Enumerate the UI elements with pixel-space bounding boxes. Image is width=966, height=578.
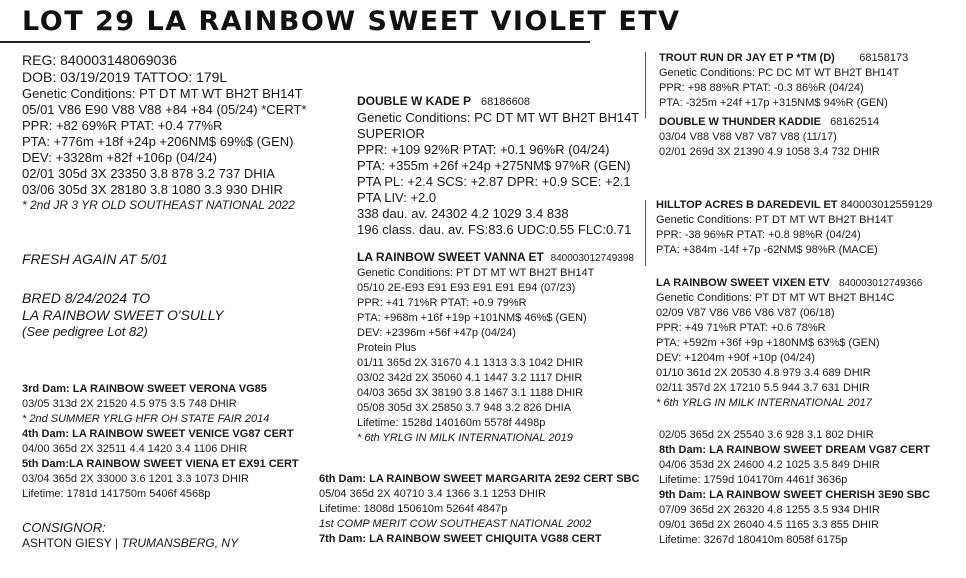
bred-sire: LA RAINBOW SWEET O'SULLY	[22, 307, 224, 323]
dams-dam	[656, 276, 922, 411]
sire-id: 68186608	[481, 96, 530, 108]
genetic-conditions: Genetic Conditions: PT DT MT WT BH2T BH14T	[22, 86, 303, 101]
sire-daughters: 338 dau. av. 24302 4.2 1029 3.4 838	[357, 206, 569, 221]
sires-sire-ppr: PPR: +98 88%R PTAT: -0.3 86%R (04/24)	[659, 82, 864, 94]
dams-sire-name: HILLTOP ACRES B DAREDEVIL ET	[656, 199, 838, 211]
consignor-label: CONSIGNOR:	[22, 520, 106, 535]
sire-genetic: Genetic Conditions: PC DT MT WT BH2T BH14T	[357, 110, 640, 125]
dev: DEV: +3328m +82f +106p (04/24)	[22, 150, 218, 165]
dam-record-4: 05/08 305d 3X 25850 3.7 948 3.2 826 DHIA	[357, 402, 572, 414]
dams-3-5	[22, 382, 299, 502]
dams-sire-line	[656, 198, 932, 213]
dam-8-record: 04/06 353d 2X 24600 4.2 1025 3.5 849 DHIR	[659, 459, 880, 471]
dam-award: * 6th YRLG IN MILK INTERNATIONAL 2019	[357, 432, 573, 444]
sires-dam-name: DOUBLE W THUNDER KADDIE	[659, 116, 821, 128]
consignor	[22, 520, 238, 551]
bred-date: BRED 8/24/2024 TO	[22, 290, 151, 306]
sires-sire-genetic: Genetic Conditions: PC DC MT WT BH2T BH14T	[659, 67, 900, 79]
dam-info	[357, 250, 634, 446]
dams-dam-record-1: 01/10 361d 2X 20530 4.8 979 3.4 689 DHIR	[656, 367, 871, 379]
sire-pta-pl: PTA PL: +2.4 SCS: +2.87 DPR: +0.9 SCE: +2.1	[357, 174, 631, 189]
dams-dam-award: * 6th YRLG IN MILK INTERNATIONAL 2017	[656, 397, 872, 409]
dam-6-lifetime: Lifetime: 1808d 150610m 5264f 4847p	[319, 503, 508, 515]
dams-dam-genetic: Genetic Conditions: PT DT MT WT BH2T BH14C	[656, 292, 895, 304]
dam-6-name: 6th Dam: LA RAINBOW SWEET MARGARITA 2E92 CERT SBC	[319, 473, 640, 485]
dam-protein-plus: Protein Plus	[357, 342, 417, 354]
dam-record-1: 01/11 365d 2X 31670 4.1 1313 3.3 1042 DHIR	[357, 357, 584, 369]
dam-5-record: 03/04 365d 2X 33000 3.6 1201 3.3 1073 DHIR	[22, 473, 249, 485]
dam-9-record-1: 07/09 365d 2X 26320 4.8 1255 3.5 934 DHIR	[659, 504, 880, 516]
dam-record-2: 03/02 342d 2X 35060 4.1 1447 3.2 1117 DHIR	[357, 372, 583, 384]
dams-dam-record-3: 02/05 365d 2X 25540 3.6 928 3.1 802 DHIR	[659, 429, 874, 441]
sire-ppr: PPR: +109 92%R PTAT: +0.1 96%R (04/24)	[357, 142, 610, 157]
dam-record-3: 04/03 365d 3X 38190 3.8 1467 3.1 1188 DHIR	[357, 387, 584, 399]
dam-9-record-2: 09/01 365d 2X 26040 4.5 1165 3.3 855 DHIR	[659, 519, 879, 531]
pedigree-reference: (See pedigree Lot 82)	[22, 324, 148, 339]
award: * 2nd JR 3 YR OLD SOUTHEAST NATIONAL 2022	[22, 198, 295, 212]
sire-info	[357, 94, 639, 238]
sires-sire-pta: PTA: -325m +24f +17p +315NM$ 94%R (GEN)	[659, 97, 888, 109]
consignor-location: TRUMANSBERG, NY	[121, 536, 239, 550]
main-animal-info	[22, 52, 307, 213]
dam-id: 840003012749398	[550, 253, 634, 264]
sire-pta: PTA: +355m +26f +24p +275NM$ 97%R (GEN)	[357, 158, 631, 173]
dob-tattoo: DOB: 03/19/2019 TATTOO: 179L	[22, 69, 228, 85]
dams-dam-dev: DEV: +1204m +90f +10p (04/24)	[656, 352, 815, 364]
dam-5-lifetime: Lifetime: 1781d 141750m 5406f 4568p	[22, 488, 211, 500]
dam-dev: DEV: +2396m +56f +47p (04/24)	[357, 327, 516, 339]
dam-6-record: 05/04 365d 2X 40710 3.4 1366 3.1 1253 DHIR	[319, 488, 546, 500]
consignor-separator: |	[111, 536, 122, 550]
dam-7-name: 7th Dam: LA RAINBOW SWEET CHIQUITA VG88 CERT	[319, 533, 602, 545]
dam-8-lifetime: Lifetime: 1759d 104170m 4461f 3636p	[659, 474, 848, 486]
dam-pta: PTA: +968m +16f +19p +101NM$ 46%$ (GEN)	[357, 312, 587, 324]
bracket-line-dam	[645, 200, 646, 266]
sires-dam-line	[659, 115, 908, 130]
ppr: PPR: +82 69%R PTAT: +0.4 77%R	[22, 118, 223, 133]
dam-name: LA RAINBOW SWEET VANNA ET	[357, 250, 544, 264]
dams-sire-id: 840003012559129	[840, 199, 933, 211]
dams-dam-pta: PTA: +592m +36f +9p +180NM$ 63%$ (GEN)	[656, 337, 880, 349]
dams-8-9	[659, 428, 930, 548]
dam-4-name: 4th Dam: LA RAINBOW SWEET VENICE VG87 CERT	[22, 428, 294, 440]
dams-dam-ppr: PPR: +49 71%R PTAT: +0.6 78%R	[656, 322, 826, 334]
sires-sire-line	[659, 51, 908, 66]
reg-number: REG: 840003148069036	[22, 52, 177, 68]
record-1: 02/01 305d 3X 23350 3.8 878 3.2 737 DHIA	[22, 166, 275, 181]
dams-dam-name: LA RAINBOW SWEET VIXEN ETV	[656, 277, 830, 289]
bred-info	[22, 290, 224, 340]
sires-dam-record: 02/01 269d 3X 21390 4.9 1058 3.4 732 DHIR	[659, 146, 880, 158]
dam-9-name: 9th Dam: LA RAINBOW SWEET CHERISH 3E90 SBC	[659, 489, 930, 501]
sires-parents	[659, 51, 908, 160]
record-2: 03/06 305d 3X 28180 3.8 1080 3.3 930 DHIR	[22, 182, 283, 197]
dam-3-name: 3rd Dam: LA RAINBOW SWEET VERONA VG85	[22, 383, 267, 395]
dams-dam-record-2: 02/11 357d 2X 17210 5.5 944 3.7 631 DHIR	[656, 382, 870, 394]
dam-8-name: 8th Dam: LA RAINBOW SWEET DREAM VG87 CERT	[659, 444, 930, 456]
dams-sire	[656, 198, 932, 258]
sire-pta-liv: PTA LIV: +2.0	[357, 190, 437, 205]
dam-3-record: 03/05 313d 2X 21520 4.5 975 3.5 748 DHIR	[22, 398, 237, 410]
fresh-note: FRESH AGAIN AT 5/01	[22, 251, 168, 267]
sire-name-line	[357, 94, 639, 110]
dams-6-7	[319, 472, 639, 547]
dam-4-record: 04/00 365d 2X 32511 4.4 1420 3.4 1106 DHIR	[22, 443, 248, 455]
dam-9-lifetime: Lifetime: 3267d 180410m 8058f 6175p	[659, 534, 848, 546]
sire-name: DOUBLE W KADE P	[357, 94, 471, 108]
dam-classification: 05/10 2E-E93 E91 E93 E91 E91 E94 (07/23)	[357, 282, 576, 294]
dams-dam-classification: 02/09 V87 V86 V86 V86 V87 (06/18)	[656, 307, 835, 319]
classification: 05/01 V86 E90 V88 V88 +84 +84 (05/24) *CERT*	[22, 102, 307, 117]
consignor-name: ASHTON GIESY	[22, 536, 112, 550]
sire-superior: SUPERIOR	[357, 126, 425, 141]
dams-sire-pta: PTA: +384m -14f +7p -62NM$ 98%R (MACE)	[656, 244, 878, 256]
consignor-line	[22, 536, 238, 551]
dam-name-line	[357, 250, 634, 266]
dam-ppr: PPR: +41 71%R PTAT: +0.9 79%R	[357, 297, 527, 309]
sire-class-daughters: 196 class. dau. av. FS:83.6 UDC:0.55 FLC:0.71	[357, 222, 632, 237]
sires-sire-name: TROUT RUN DR JAY ET P *TM (D)	[659, 52, 835, 64]
dam-genetic: Genetic Conditions: PT DT MT WT BH2T BH14T	[357, 267, 595, 279]
title-underline	[0, 41, 590, 43]
lot-title: LOT 29 LA RAINBOW SWEET VIOLET ETV	[22, 6, 681, 37]
dam-5-name: 5th Dam:LA RAINBOW SWEET VIENA ET EX91 CERT	[22, 458, 299, 470]
dam-3-award: * 2nd SUMMER YRLG HFR OH STATE FAIR 2014	[22, 413, 270, 425]
pta: PTA: +776m +18f +24p +206NM$ 69%$ (GEN)	[22, 134, 294, 149]
dams-dam-id: 840003012749366	[838, 278, 923, 289]
dam-lifetime: Lifetime: 1528d 140160m 5578f 4498p	[357, 417, 546, 429]
dams-sire-ppr: PPR: -38 96%R PTAT: +0.8 98%R (04/24)	[656, 229, 861, 241]
sires-dam-classification: 03/04 V88 V88 V87 V87 V88 (11/17)	[659, 131, 837, 143]
dams-dam-line	[656, 276, 922, 291]
dams-sire-genetic: Genetic Conditions: PT DT MT WT BH2T BH14T	[656, 214, 894, 226]
dam-6-award: 1st COMP MERIT COW SOUTHEAST NATIONAL 2002	[319, 518, 592, 530]
sires-dam-id: 68162514	[830, 116, 880, 128]
sires-sire-id: 68158173	[859, 52, 909, 64]
bracket-line-sire	[645, 52, 646, 118]
